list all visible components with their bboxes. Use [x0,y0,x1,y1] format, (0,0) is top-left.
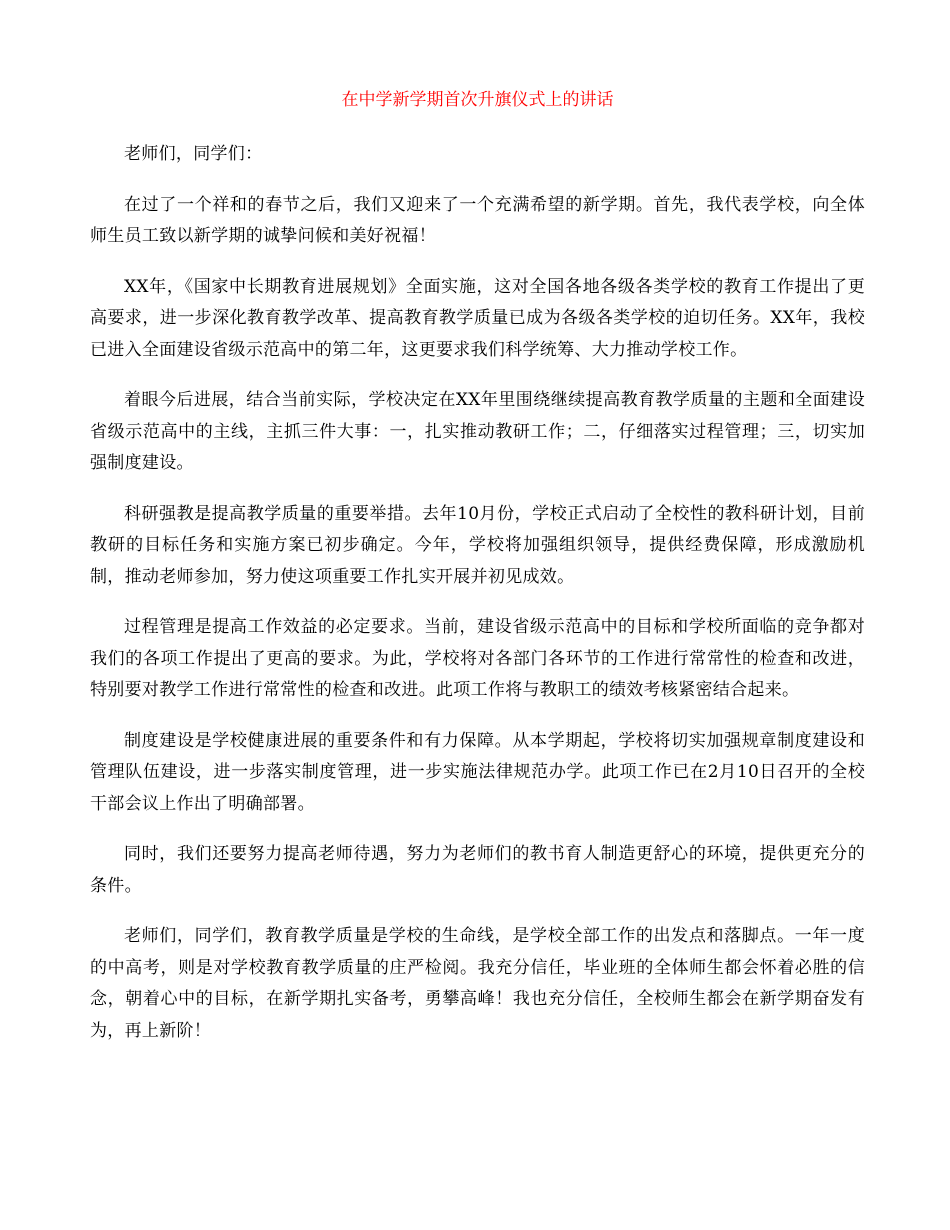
body-paragraph: 在过了一个祥和的春节之后，我们又迎来了一个充满希望的新学期。首先，我代表学校，向全体师生员工致以新学期的诚挚问候和美好祝福！ [90,194,865,246]
body-paragraph: 过程管理是提高工作效益的必定要求。当前，建设省级示范高中的目标和学校所面临的竞争都对我们的各项工作提出了更高的要求。为此，学校将对各部门各环节的工作进行常常性的检查和改进，特别要对教学工作进行常常性的检查和改进。此项工作将与教职工的绩效考核紧密结合起来。 [90,617,865,700]
body-paragraph: 科研强教是提高教学质量的重要举措。去年10月份，学校正式启动了全校性的教科研计划，目前教研的目标任务和实施方案已初步确定。今年，学校将加强组织领导，提供经费保障，形成激励机制，推动老师参加，努力使这项重要工作扎实开展并初见成效。 [90,503,865,587]
body-paragraph: 同时，我们还要努力提高老师待遇，努力为老师们的教书育人制造更舒心的环境，提供更充分的条件。 [90,844,865,896]
closing-paragraph: 老师们，同学们，教育教学质量是学校的生命线，是学校全部工作的出发点和落脚点。一年一度的中高考，则是对学校教育教学质量的庄严检阅。我充分信任，毕业班的全体师生都会怀着必胜的信念，朝着心中的目标，在新学期扎实备考，勇攀高峰！我也充分信任，全校师生都会在新学期奋发有为，再上新阶！ [90,926,865,1041]
body-paragraph: 着眼今后进展，结合当前实际，学校决定在XX年里围绕继续提高教育教学质量的主题和全面建设省级示范高中的主线，主抓三件大事：一，扎实推动教研工作；二，仔细落实过程管理；三，切实加强制度建设。 [90,390,865,473]
document-page [90,88,865,1066]
body-paragraph: XX年，《国家中长期教育进展规划》全面实施，这对全国各地各级各类学校的教育工作提出了更高要求，进一步深化教育教学改革、提高教育教学质量已成为各级各类学校的迫切任务。XX年，我校已进入全面建设省级示范高中的第二年，这更要求我们科学统筹、大力推动学校工作。 [90,276,865,360]
salutation-paragraph: 老师们，同学们： [124,144,263,164]
body-paragraph: 制度建设是学校健康进展的重要条件和有力保障。从本学期起，学校将切实加强规章制度建设和管理队伍建设，进一步落实制度管理，进一步实施法律规范办学。此项工作已在2月10日召开的全校干部会议上作出了明确部署。 [90,730,865,814]
document-title: 在中学新学期首次升旗仪式上的讲话 [341,90,614,110]
